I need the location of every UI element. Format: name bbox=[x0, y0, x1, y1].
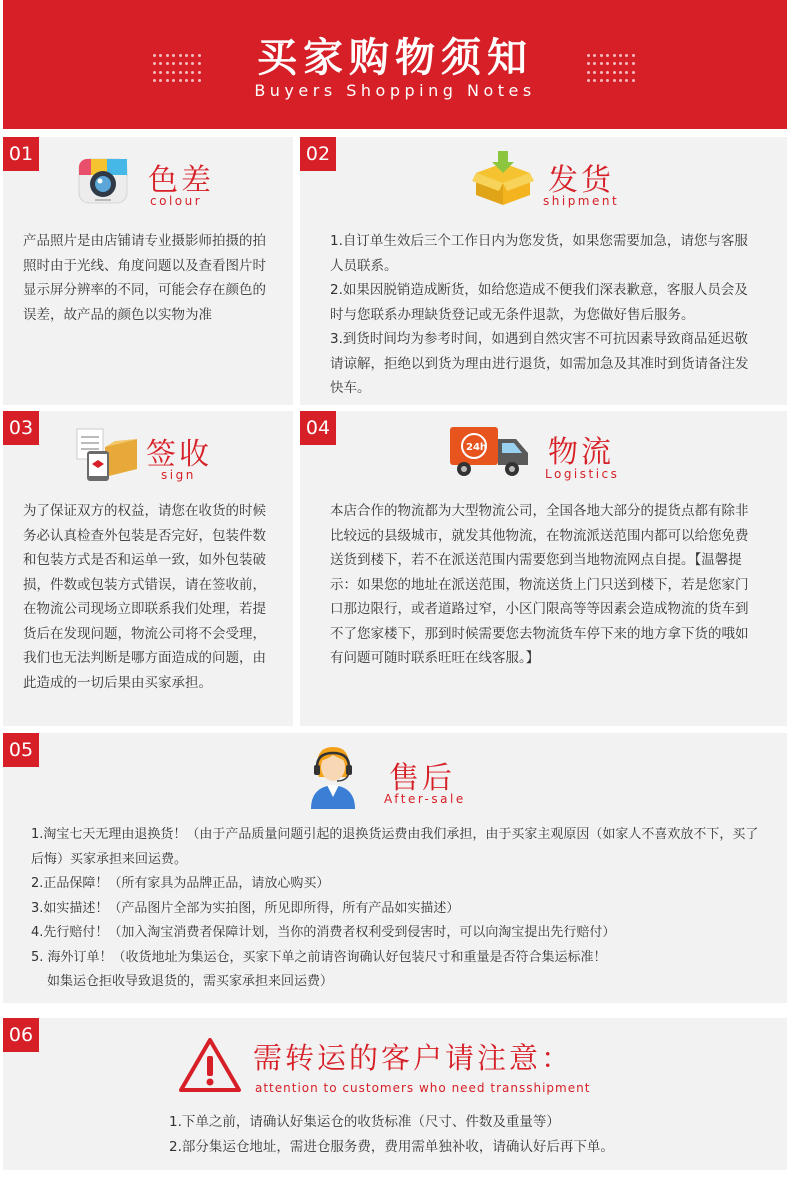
decorative-dot bbox=[613, 62, 616, 65]
section-body-list bbox=[31, 823, 767, 995]
decorative-dot bbox=[606, 62, 609, 65]
list-item: 3.如实描述！（产品图片全部为实拍图，所见即所得，所有产品如实描述） bbox=[31, 900, 460, 916]
list-item: 2.部分集运仓地址，需进仓服务费，费用需单独补收，请确认好后再下单。 bbox=[169, 1138, 614, 1155]
section-logistics bbox=[300, 411, 787, 726]
decorative-dot bbox=[613, 54, 616, 57]
decorative-dot bbox=[587, 62, 590, 65]
decorative-dot bbox=[632, 62, 635, 65]
decorative-dot bbox=[587, 79, 590, 82]
decorative-dots-right bbox=[587, 54, 635, 84]
decorative-dot bbox=[606, 71, 609, 74]
section-body: 为了保证双方的权益，请您在收货的时候务必认真检查外包装是否完好，包装件数和包装方式是否和运单一致，如外包装破损，件数或包装方式错误，请在签收前，在物流公司现场立即联系我们处理，若提货后在发现问题，物流公司将不会受理，我们也无法判断是哪方面造成的问题，由此造成的一切后果由买家承担。 bbox=[23, 503, 266, 691]
decorative-dot bbox=[619, 54, 622, 57]
decorative-dot bbox=[625, 71, 628, 74]
decorative-dot bbox=[600, 71, 603, 74]
decorative-dot bbox=[625, 54, 628, 57]
section-title: 物流 bbox=[548, 435, 614, 470]
list-item: 4.先行赔付！（加入淘宝消费者保障计划，当你的消费者权利受到侵害时，可以向淘宝提出先行赔付） bbox=[31, 925, 616, 940]
decorative-dot bbox=[619, 62, 622, 65]
section-number: 05 bbox=[3, 733, 39, 767]
section-body: 本店合作的物流都为大型物流公司，全国各地大部分的提货点都有除非比较远的县级城市，就发其他物流，在物流派送范围内都可以给您免费送货到楼下，若不在派送范围内需要您到当地物流网点自提。【温馨提示：如果您的地址在派送范围，物流送货上门只送到楼下，若是您家门口那边限行，或者道路过窄，小区门限高等等因素会造成物流的货车到不了您家楼下，那到时候需要您去物流货车停下来的地方拿下货的哦如有问题可随时联系旺旺在线客服。】 bbox=[330, 503, 749, 666]
section-number: 03 bbox=[3, 411, 39, 445]
list-item: 如集运仓拒收导致退货的，需买家承担来回运费） bbox=[47, 974, 334, 989]
section-title: 色差 bbox=[148, 163, 214, 198]
section-after-sale bbox=[3, 733, 787, 1003]
section-number: 01 bbox=[3, 137, 39, 171]
decorative-dot bbox=[593, 79, 596, 82]
decorative-dot bbox=[600, 79, 603, 82]
sign-package-icon bbox=[75, 427, 139, 483]
section-subtitle: shipment bbox=[543, 194, 620, 208]
section-title: 售后 bbox=[389, 761, 455, 796]
section-transshipment bbox=[3, 1018, 787, 1170]
section-title: 发货 bbox=[548, 163, 614, 198]
page-header bbox=[3, 0, 787, 129]
list-item: 2.正品保障！（所有家具为品牌正品，请放心购买） bbox=[31, 876, 330, 891]
section-shipment bbox=[300, 137, 787, 405]
section-body: 产品照片是由店铺请专业摄影师拍摄的拍照时由于光线、角度问题以及查看图片时显示屏分辨率的不同，可能会存在颜色的误差，故产品的颜色以实物为准 bbox=[23, 233, 266, 323]
decorative-dot bbox=[593, 62, 596, 65]
decorative-dot bbox=[587, 71, 590, 74]
section-title: 需转运的客户请注意： bbox=[253, 1041, 574, 1075]
page-title: 买家购物须知 bbox=[257, 35, 533, 81]
decorative-dot bbox=[600, 62, 603, 65]
section-number: 02 bbox=[300, 137, 336, 171]
section-number: 04 bbox=[300, 411, 336, 445]
decorative-dot bbox=[632, 54, 635, 57]
list-item: 5. 海外订单！（收货地址为集运仓，买家下单之前请咨询确认好包装尺寸和重量是否符合集运标准！ bbox=[31, 949, 607, 965]
list-item: 1.自订单生效后三个工作日内为您发货，如果您需要加急，请您与客服人员联系。 bbox=[330, 233, 748, 274]
page-subtitle: Buyers Shopping Notes bbox=[254, 81, 536, 100]
package-icon bbox=[472, 151, 534, 207]
decorative-dot bbox=[606, 54, 609, 57]
decorative-dot bbox=[593, 54, 596, 57]
camera-icon bbox=[77, 155, 129, 207]
decorative-dot bbox=[593, 71, 596, 74]
decorative-dot bbox=[625, 79, 628, 82]
decorative-dot bbox=[625, 62, 628, 65]
list-item: 1.淘宝七天无理由退换货！（由于产品质量问题引起的退换货运费由我们承担，由于买家主观原因（如家人不喜欢放不下，买了后悔）买家承担来回运费。 bbox=[31, 827, 759, 867]
list-item: 3.到货时间均为参考时间，如遇到自然灾害不可抗因素导致商品延迟敬请谅解，拒绝以到货为理由进行退货，如需加急及其准时到货请备注发快车。 bbox=[330, 331, 749, 396]
warning-icon bbox=[178, 1036, 242, 1094]
section-subtitle: colour bbox=[150, 194, 203, 208]
section-sign bbox=[3, 411, 293, 726]
section-number: 06 bbox=[3, 1018, 39, 1052]
decorative-dot bbox=[587, 54, 590, 57]
decorative-dot bbox=[632, 79, 635, 82]
decorative-dot bbox=[600, 54, 603, 57]
section-title: 签收 bbox=[146, 437, 212, 472]
decorative-dot bbox=[619, 71, 622, 74]
decorative-dot bbox=[613, 79, 616, 82]
section-body-list bbox=[169, 1110, 769, 1159]
section-subtitle: After-sale bbox=[384, 792, 466, 806]
decorative-dot bbox=[613, 71, 616, 74]
customer-service-icon bbox=[307, 743, 359, 809]
section-body-list bbox=[330, 229, 758, 401]
section-subtitle: sign bbox=[161, 468, 196, 482]
list-item: 2.如果因脱销造成断货，如给您造成不便我们深表歉意，客服人员会及时与您联系办理缺货登记或无条件退款，为您做好售后服务。 bbox=[330, 282, 748, 323]
list-item: 1.下单之前，请确认好集运仓的收货标准（尺寸、件数及重量等） bbox=[169, 1114, 560, 1130]
decorative-dot bbox=[619, 79, 622, 82]
section-subtitle: Logistics bbox=[545, 467, 620, 481]
decorative-dot bbox=[632, 71, 635, 74]
section-subtitle: attention to customers who need transshipment bbox=[255, 1081, 591, 1095]
section-colour bbox=[3, 137, 293, 405]
decorative-dot bbox=[606, 79, 609, 82]
svg-text:24h: 24h bbox=[466, 442, 488, 453]
truck-24h-icon bbox=[450, 423, 530, 479]
